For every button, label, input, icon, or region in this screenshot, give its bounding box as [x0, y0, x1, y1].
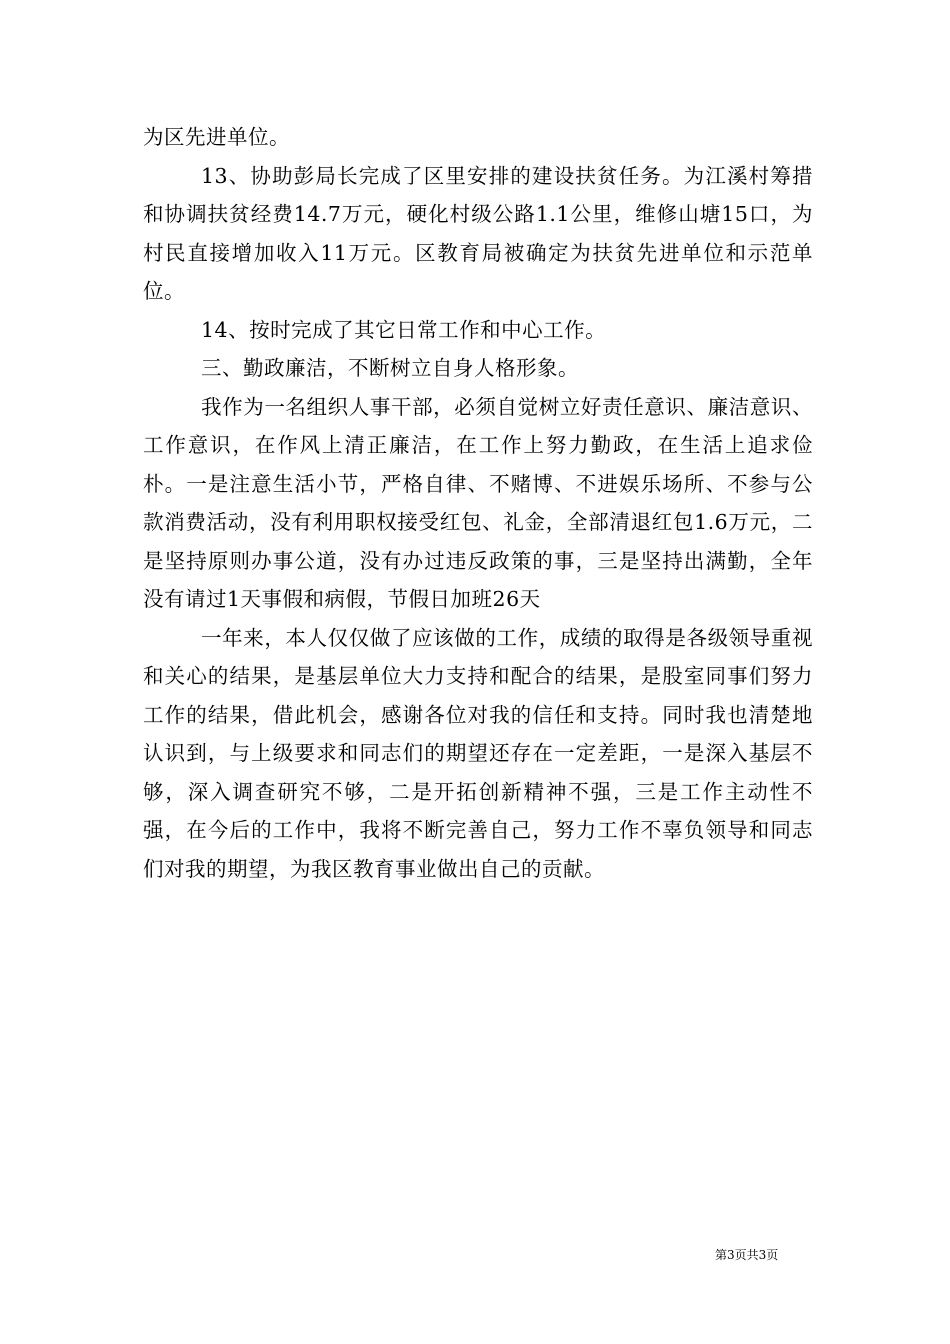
paragraph-continuation: 为区先进单位。: [143, 125, 290, 149]
paragraph-conclusion: 一年来，本人仅仅做了应该做的工作，成绩的取得是各级领导重视和关心的结果，是基层单位大力支持和配合的结果，是股室同事们努力工作的结果，借此机会，感谢各位对我的信任和支持。同时我也清楚地认识到，与上级要求和同志们的期望还存在一定差距，一是深入基层不够，深入调查研究不够，二是开拓创新精神不强，三是工作主动性不强，在今后的工作中，我将不断完善自己，努力工作不辜负领导和同志们对我的期望，为我区教育事业做出自己的贡献。: [143, 625, 813, 881]
page-number-footer: 第3页共3页: [715, 1248, 779, 1262]
document-body: [143, 118, 813, 888]
paragraph-item-14: 14、按时完成了其它日常工作和中心工作。: [201, 317, 607, 342]
paragraph-integrity: 我作为一名组织人事干部，必须自觉树立好责任意识、廉洁意识、工作意识，在作风上清正廉洁，在工作上努力勤政，在生活上追求俭朴。一是注意生活小节，严格自律、不赌博、不进娱乐场所、不参与公款消费活动，没有利用职权接受红包、礼金，全部清退红包1.6万元，二是坚持原则办事公道，没有办过违反政策的事，三是坚持出满勤，全年没有请过1天事假和病假，节假日加班26天: [143, 394, 813, 611]
section-heading-3: 三、勤政廉洁，不断树立自身人格形象。: [201, 356, 579, 380]
paragraph-item-13: 13、协助彭局长完成了区里安排的建设扶贫任务。为江溪村筹措和协调扶贫经费14.7万元，硬化村级公路1.1公里，维修山塘15口，为村民直接增加收入11万元。区教育局被确定为扶贫先进单位和示范单位。: [143, 163, 813, 303]
